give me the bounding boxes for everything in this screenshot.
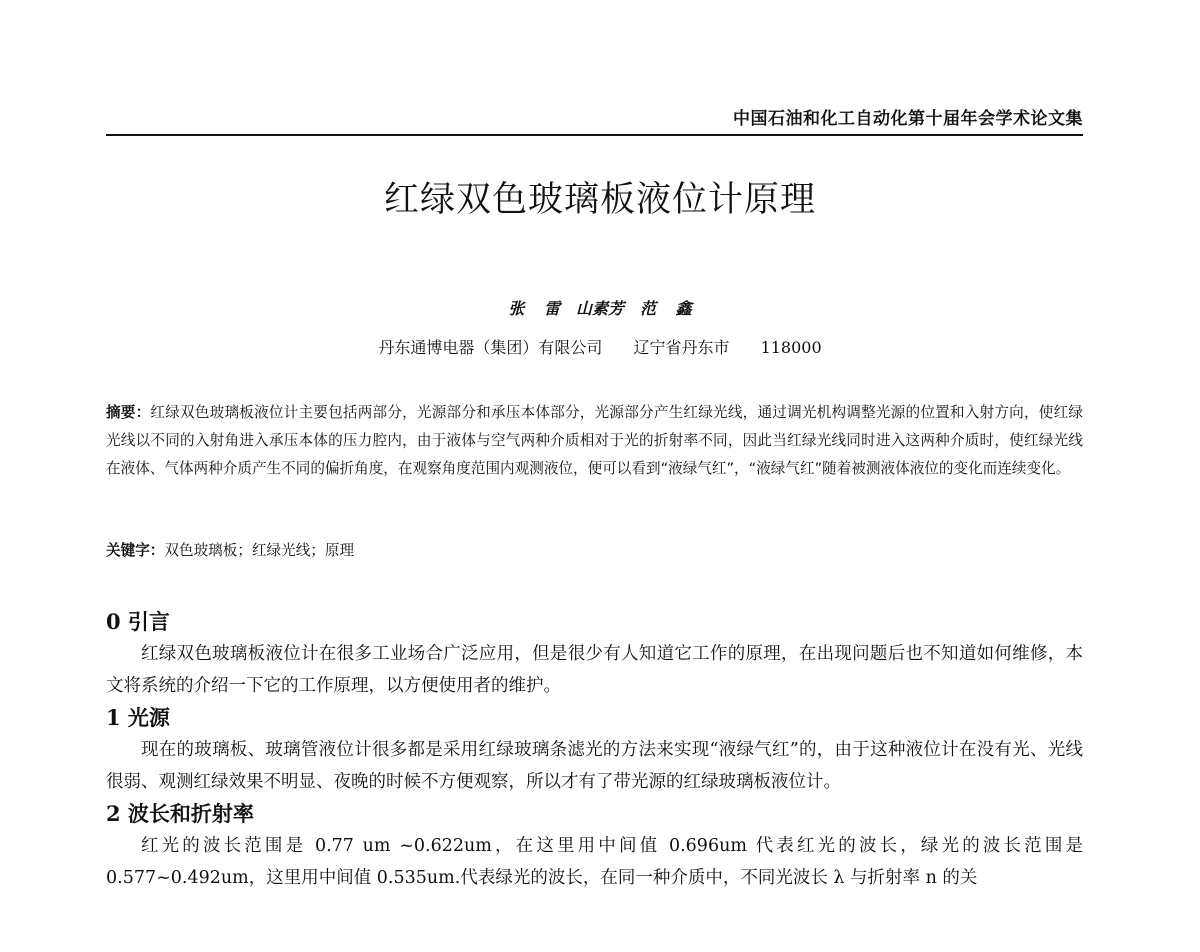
section-paragraph-wavelength: 红光的波长范围是 0.77 um ~0.622um，在这里用中间值 0.696um 代表红光的波长，绿光的波长范围是0.577~0.492um，这里用中间值 0.535um.代表绿光的波长，在同一种介质中，不同光波长 λ 与折射率 n 的关: [106, 836, 1083, 888]
section-paragraph-introduction: 红绿双色玻璃板液位计在很多工业场合广泛应用，但是很少有人知道它工作的原理，在出现问题后也不知道如何维修，本文将系统的介绍一下它的工作原理，以方便使用者的维护。: [106, 644, 1083, 696]
author-list: 张 雷 山素芳 范 鑫: [508, 299, 692, 318]
affiliation-postcode: 118000: [760, 338, 822, 357]
affiliation-place: 辽宁省丹东市: [633, 338, 730, 357]
abstract-label: 摘要：: [106, 404, 151, 421]
abstract-text: 红绿双色玻璃板液位计主要包括两部分，光源部分和承压本体部分，光源部分产生红绿光线，通过调光机构调整光源的位置和入射方向，使红绿光线以不同的入射角进入承压本体的压力腔内，由于液体与空气两种介质相对于光的折射率不同，因此当红绿光线同时进入这两种介质时，使红绿光线在液体、气体两种介质产生不同的偏折角度，在观察角度范围内观测液位，便可以看到“液绿气红”，“液绿气红”随着被测液体液位的变化而连续变化。: [106, 404, 1083, 477]
paper-title: 红绿双色玻璃板液位计原理: [383, 180, 816, 220]
keywords-label: 关键字：: [106, 542, 165, 559]
section-heading-light-source: 1 光源: [106, 705, 170, 730]
keywords: [106, 539, 1083, 560]
section-heading-wavelength: 2 波长和折射率: [106, 801, 254, 826]
keywords-text: 双色玻璃板；红绿光线；原理: [164, 542, 355, 559]
section-heading-introduction: 0 引言: [106, 609, 170, 634]
affiliation-org: 丹东通博电器（集团）有限公司: [378, 338, 603, 357]
affiliation: [0, 335, 1200, 358]
section-paragraph-light-source: 现在的玻璃板、玻璃管液位计很多都是采用红绿玻璃条滤光的方法来实现“液绿气红”的，由于这种液位计在没有光、光线很弱、观测红绿效果不明显、夜晚的时候不方便观察，所以才有了带光源的红绿玻璃板液位计。: [106, 740, 1083, 792]
header-rule: [106, 134, 1083, 136]
body-text: [106, 606, 1083, 894]
running-header: 中国石油和化工自动化第十届年会学术论文集: [733, 109, 1083, 129]
abstract: [106, 399, 1083, 483]
